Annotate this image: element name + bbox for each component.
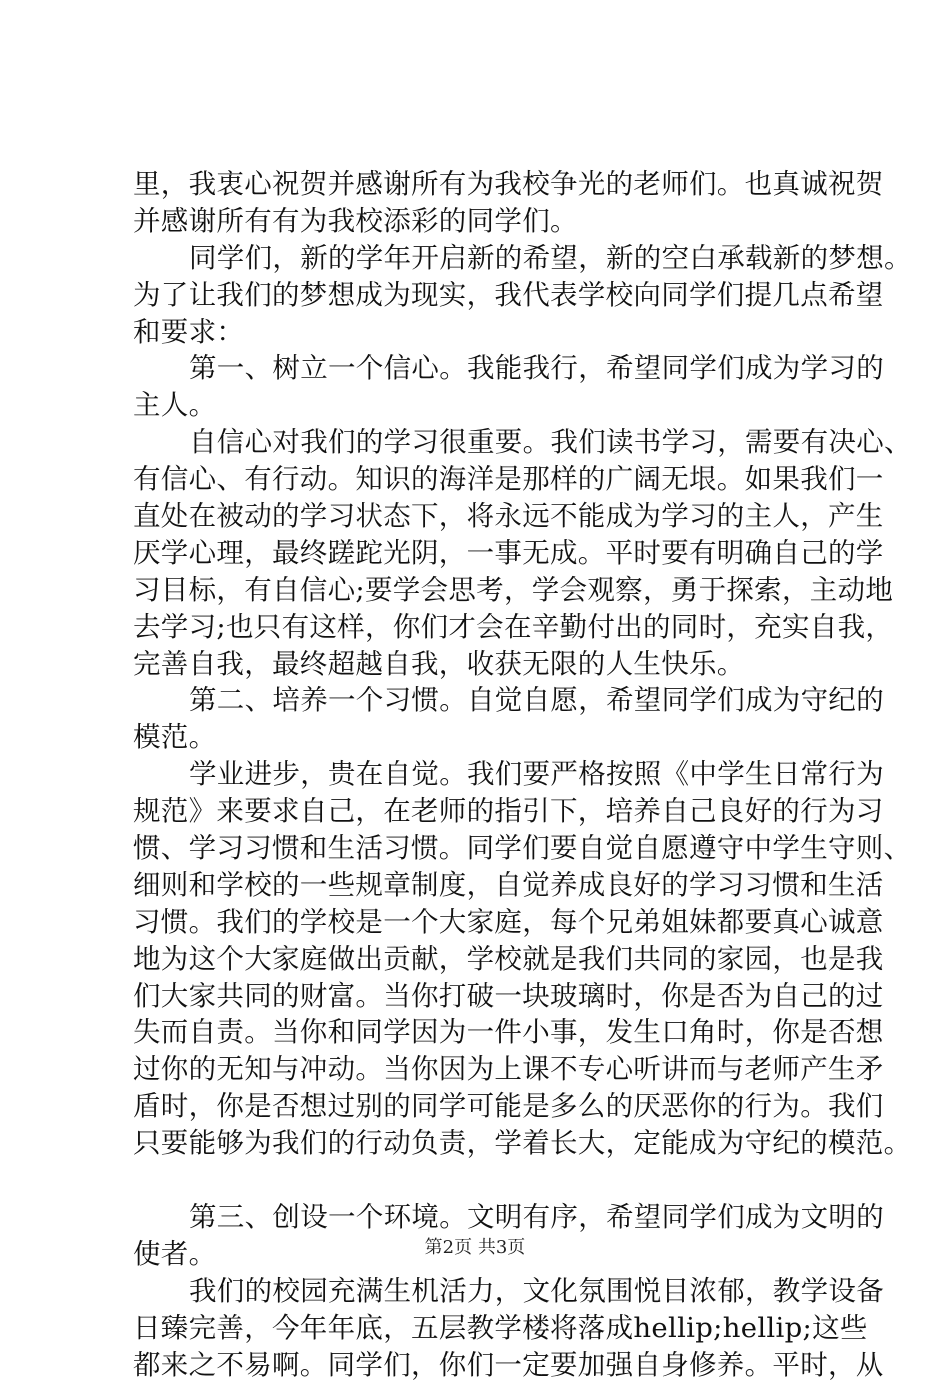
text-line: 第一、树立一个信心。我能我行，希望同学们成为学习的 <box>133 350 833 387</box>
paragraph <box>133 682 833 756</box>
text-line: 盾时，你是否想过别的同学可能是多么的厌恶你的行为。我们 <box>133 1088 833 1125</box>
text-line: 失而自责。当你和同学因为一件小事，发生口角时，你是否想 <box>133 1014 833 1051</box>
text-line: 第二、培养一个习惯。自觉自愿，希望同学们成为守纪的 <box>133 682 833 719</box>
text-line: 主人。 <box>133 387 833 424</box>
text-line: 过你的无知与冲动。当你因为上课不专心听讲而与老师产生矛 <box>133 1051 833 1088</box>
text-line: 里，我衷心祝贺并感谢所有为我校争光的老师们。也真诚祝贺 <box>133 166 833 203</box>
text-line: 完善自我，最终超越自我，收获无限的人生快乐。 <box>133 646 833 683</box>
text-line: 第三、创设一个环境。文明有序，希望同学们成为文明的 <box>133 1199 833 1236</box>
text-line: 厌学心理，最终蹉跎光阴，一事无成。平时要有明确自己的学 <box>133 535 833 572</box>
paragraph <box>133 1273 833 1383</box>
text-line: 同学们，新的学年开启新的希望，新的空白承载新的梦想。 <box>133 240 833 277</box>
text-line: 只要能够为我们的行动负责，学着长大，定能成为守纪的模范。 <box>133 1125 833 1162</box>
text-line: 我们的校园充满生机活力，文化氛围悦目浓郁，教学设备 <box>133 1273 833 1310</box>
paragraph <box>133 166 833 240</box>
text-line: 学业进步，贵在自觉。我们要严格按照《中学生日常行为 <box>133 756 833 793</box>
paragraph <box>133 350 833 424</box>
text-line: 日臻完善，今年年底，五层教学楼将落成hellip;hellip;这些 <box>133 1310 833 1347</box>
document-body <box>133 166 833 1383</box>
paragraph <box>133 424 833 682</box>
text-line: 习目标，有自信心;要学会思考，学会观察，勇于探索，主动地 <box>133 572 833 609</box>
text-line: 去学习;也只有这样，你们才会在辛勤付出的同时，充实自我， <box>133 609 833 646</box>
text-line: 都来之不易啊。同学们，你们一定要加强自身修养。平时，从 <box>133 1347 833 1383</box>
paragraph <box>133 756 833 1162</box>
text-line: 为了让我们的梦想成为现实，我代表学校向同学们提几点希望 <box>133 277 833 314</box>
text-line: 习惯。我们的学校是一个大家庭，每个兄弟姐妹都要真心诚意 <box>133 904 833 941</box>
text-line: 使者。 <box>133 1236 833 1273</box>
text-line: 们大家共同的财富。当你打破一块玻璃时，你是否为自己的过 <box>133 978 833 1015</box>
text-line: 并感谢所有有为我校添彩的同学们。 <box>133 203 833 240</box>
text-line: 自信心对我们的学习很重要。我们读书学习，需要有决心、 <box>133 424 833 461</box>
paragraph-spacer <box>133 1162 833 1199</box>
text-line: 细则和学校的一些规章制度，自觉养成良好的学习习惯和生活 <box>133 867 833 904</box>
text-line: 直处在被动的学习状态下，将永远不能成为学习的主人，产生 <box>133 498 833 535</box>
paragraph <box>133 240 833 351</box>
page-footer: 第2页 共3页 <box>0 1236 950 1260</box>
text-line: 和要求： <box>133 314 833 351</box>
text-line: 地为这个大家庭做出贡献，学校就是我们共同的家园，也是我 <box>133 941 833 978</box>
text-line: 规范》来要求自己，在老师的指引下，培养自己良好的行为习 <box>133 793 833 830</box>
text-line: 模范。 <box>133 719 833 756</box>
text-line: 惯、学习习惯和生活习惯。同学们要自觉自愿遵守中学生守则、 <box>133 830 833 867</box>
text-line: 有信心、有行动。知识的海洋是那样的广阔无垠。如果我们一 <box>133 461 833 498</box>
